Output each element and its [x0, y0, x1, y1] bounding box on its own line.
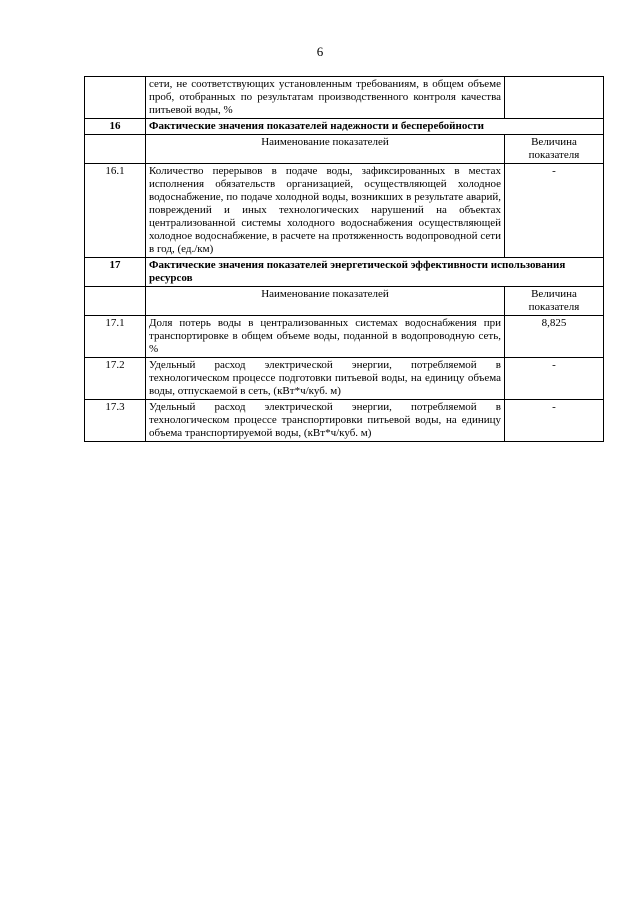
page-number: 6 — [316, 44, 324, 59]
section-16-header-row — [85, 135, 604, 164]
section-16-heading-row — [85, 119, 604, 135]
header-value: Величина показателя — [505, 135, 604, 164]
row-value: - — [505, 358, 604, 400]
row-description: Доля потерь воды в централизованных системах водоснабжения при транспортировке в общем объеме воды, поданной в водопроводную сеть, % — [146, 316, 505, 358]
table-row — [85, 358, 604, 400]
row-value — [505, 77, 604, 119]
section-title: Фактические значения показателей энергетической эффективности использования ресурсов — [146, 258, 604, 287]
row-number: 17.1 — [85, 316, 146, 358]
row-value: 8,825 — [505, 316, 604, 358]
header-empty-cell — [85, 135, 146, 164]
row-description: Удельный расход электрической энергии, потребляемой в технологическом процессе транспортировки питьевой воды, на единицу объема транспортируемой воды, (кВт*ч/куб. м) — [146, 400, 505, 442]
section-17-header-row — [85, 287, 604, 316]
row-description: Количество перерывов в подаче воды, зафиксированных в местах исполнения обязательств организацией, осуществляющей холодное водоснабжение, по подаче холодной воды, возникших в результате аварий, повреждений и иных технологических нарушений на объектах централизованной системы холодного водоснабжения осуществляющей холодное водоснабжение, в расчете на протяженность водопроводной сети в год, (ед./км) — [146, 164, 505, 258]
header-name: Наименование показателей — [146, 135, 505, 164]
header-value: Величина показателя — [505, 287, 604, 316]
header-name: Наименование показателей — [146, 287, 505, 316]
table-row — [85, 316, 604, 358]
table-row — [85, 164, 604, 258]
row-number-cell — [85, 77, 146, 119]
section-title: Фактические значения показателей надежности и бесперебойности — [146, 119, 604, 135]
section-number: 16 — [85, 119, 146, 135]
header-empty-cell — [85, 287, 146, 316]
row-number: 17.2 — [85, 358, 146, 400]
table-row — [85, 77, 604, 119]
section-17-heading-row — [85, 258, 604, 287]
indicators-table — [84, 76, 604, 442]
row-description: Удельный расход электрической энергии, потребляемой в технологическом процессе подготовки питьевой воды, на единицу объема воды, отпускаемой в сеть, (кВт*ч/куб. м) — [146, 358, 505, 400]
section-number: 17 — [85, 258, 146, 287]
row-number: 16.1 — [85, 164, 146, 258]
row-description: сети, не соответствующих установленным требованиям, в общем объеме проб, отобранных по результатам производственного контроля качества питьевой воды, % — [146, 77, 505, 119]
table-row — [85, 400, 604, 442]
row-number: 17.3 — [85, 400, 146, 442]
row-value: - — [505, 400, 604, 442]
row-value: - — [505, 164, 604, 258]
